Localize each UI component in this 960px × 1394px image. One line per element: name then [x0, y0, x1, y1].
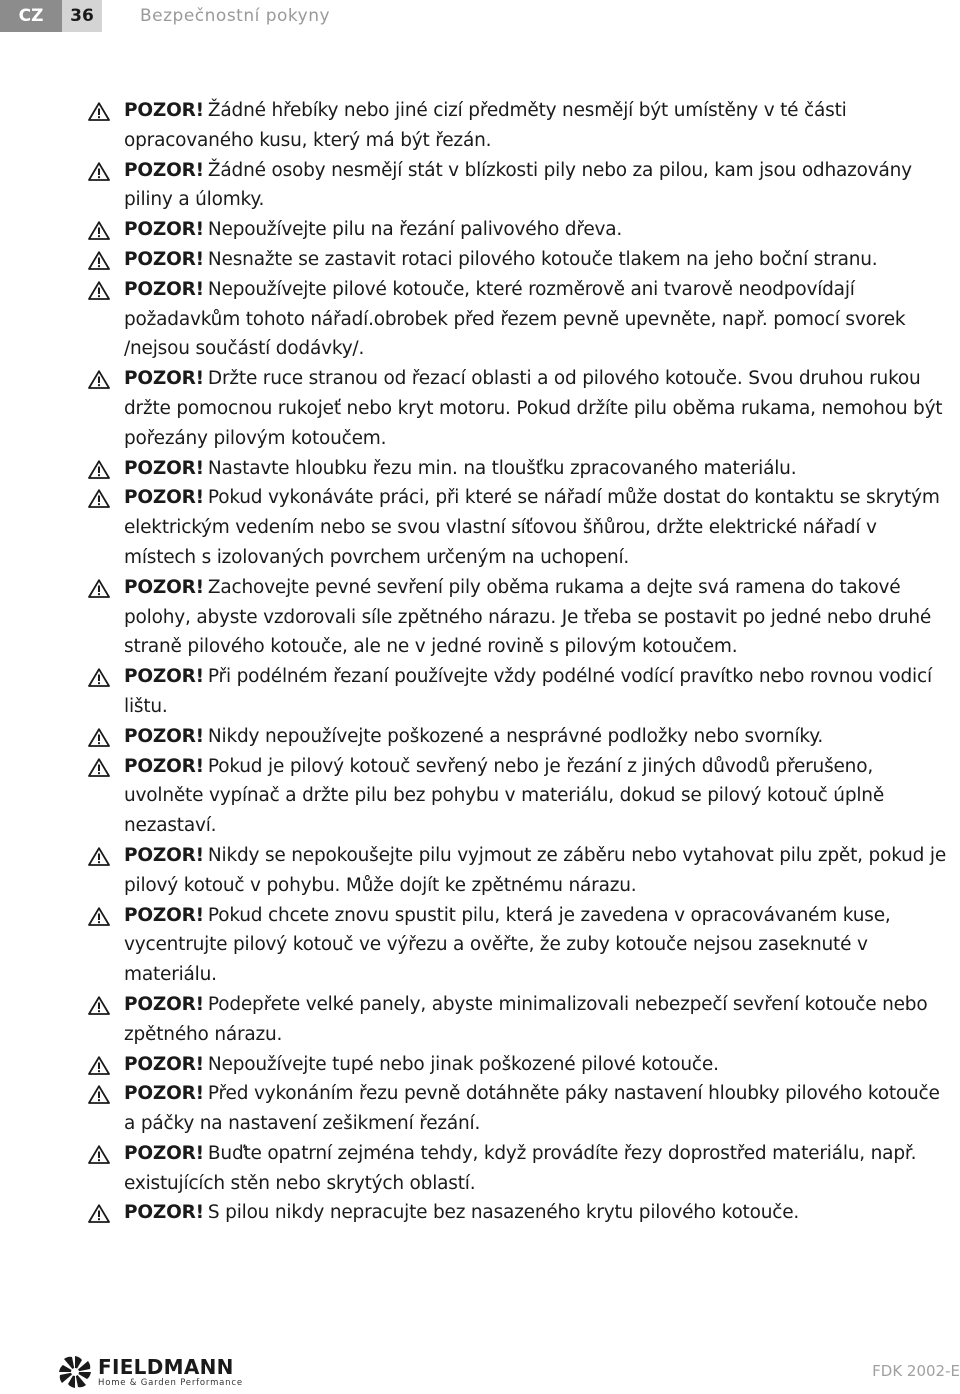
warning-item [88, 841, 950, 901]
warning-item [88, 483, 950, 572]
warning-item [88, 722, 950, 752]
warning-item [88, 275, 950, 364]
warning-item [88, 662, 950, 722]
warning-triangle-icon [88, 102, 110, 121]
warning-text: Nepoužívejte pilové kotouče, které rozměrově ani tvarově neodpovídají požadavkům tohoto nářadí.obrobek před řezem pevně upevněte, např. pomocí svorek /nejsou součástí dodávky/. [124, 278, 906, 360]
warning-text: Pokud vykonáváte práci, při které se nářadí může dostat do kontaktu se skrytým elektrickým vedením nebo se svou vlastní síťovou šňůrou, držte elektrické nářadí v místech s izolovaných povrchem určeným na uchopení. [124, 487, 940, 568]
warning-text: Držte ruce stranou od řezací oblasti a od pilového kotouče. Svou druhou rukou držte pomocnou rukojeť nebo kryt motoru. Pokud držíte pilu oběma rukama, nemohou být pořezány pilovým kotoučem. [124, 368, 943, 449]
page-footer [0, 1350, 960, 1394]
warning-triangle-icon [88, 1056, 110, 1075]
warning-text: Při podélném řezaní používejte vždy podélné vodící pravítko nebo rovnou vodicí lištu. [124, 666, 932, 717]
warning-item [88, 990, 950, 1050]
warning-keyword: POZOR! [124, 755, 204, 777]
warning-item [88, 752, 950, 841]
warning-text: Nesnažte se zastavit rotaci pilového kotouče tlakem na jeho boční stranu. [207, 248, 878, 270]
warning-keyword: POZOR! [124, 576, 204, 598]
warning-text: Nepoužívejte tupé nebo jinak poškozené pilové kotouče. [207, 1053, 719, 1075]
warning-item [88, 215, 950, 245]
warning-keyword: POZOR! [124, 1202, 204, 1224]
warning-keyword: POZOR! [124, 1053, 204, 1075]
warning-keyword: POZOR! [124, 248, 204, 270]
warning-triangle-icon [88, 847, 110, 866]
warning-keyword: POZOR! [124, 666, 204, 688]
warning-item [88, 1198, 950, 1228]
warning-item [88, 96, 950, 156]
warning-text: S pilou nikdy nepracujte bez nasazeného krytu pilového kotouče. [207, 1202, 800, 1224]
warning-item [88, 1139, 950, 1199]
brand-logo [56, 1353, 243, 1391]
section-title: Bezpečnostní pokyny [140, 6, 331, 26]
warning-triangle-icon [88, 251, 110, 270]
warning-triangle-icon [88, 489, 110, 508]
warning-triangle-icon [88, 460, 110, 479]
warnings-list [88, 96, 950, 1228]
warning-triangle-icon [88, 579, 110, 598]
warning-triangle-icon [88, 1204, 110, 1223]
warning-keyword: POZOR! [124, 725, 204, 747]
warning-triangle-icon [88, 996, 110, 1015]
warning-keyword: POZOR! [124, 904, 204, 926]
page-header [0, 0, 960, 32]
warning-keyword: POZOR! [124, 844, 204, 866]
warning-keyword: POZOR! [124, 993, 204, 1015]
warning-triangle-icon [88, 728, 110, 747]
warning-text: Nastavte hloubku řezu min. na tloušťku zpracovaného materiálu. [207, 457, 797, 479]
brand-tagline: Home & Garden Performance [98, 1377, 243, 1388]
warning-keyword: POZOR! [124, 487, 204, 509]
warning-text: Žádné hřebíky nebo jiné cizí předměty nesmějí být umístěny v té části opracovaného kusu, který má být řezán. [124, 100, 847, 151]
warning-text: Podepřete velké panely, abyste minimalizovali nebezpečí sevření kotouče nebo zpětného nárazu. [124, 993, 928, 1045]
warning-triangle-icon [88, 1145, 110, 1164]
warning-text: Pokud je pilový kotouč sevřený nebo je řezání z jiných důvodů přerušeno, uvolněte vypínač a držte pilu bez pohybu v materiálu, dokud se pilový kotouč úplně nezastaví. [124, 755, 885, 837]
warning-keyword: POZOR! [124, 278, 204, 300]
warning-item [88, 573, 950, 662]
warning-triangle-icon [88, 1085, 110, 1104]
warning-text: Nepoužívejte pilu na řezání palivového dřeva. [207, 219, 623, 241]
warning-keyword: POZOR! [124, 1083, 204, 1105]
warning-item [88, 901, 950, 990]
warning-text: Buďte opatrní zejména tehdy, když provádíte řezy doprostřed materiálu, např. existujících stěn nebo skrytých oblastí. [124, 1142, 917, 1194]
warning-text: Nikdy se nepokoušejte pilu vyjmout ze záběru nebo vytahovat pilu zpět, pokud je pilový kotouč v pohybu. Může dojít ke zpětnému nárazu. [124, 844, 947, 896]
warning-text: Před vykonáním řezu pevně dotáhněte páky nastavení hloubky pilového kotouče a páčky na nastavení zešikmení řezání. [124, 1083, 940, 1135]
warning-keyword: POZOR! [124, 219, 204, 241]
warning-text: Zachovejte pevné sevření pily oběma rukama a dejte svá ramena do takové polohy, abyste vzdorovali síle zpětného nárazu. Je třeba se postavit po jedné nebo druhé straně pilového kotouče, ale ne v jedné rovině s pilovým kotoučem. [124, 576, 932, 658]
warning-text: Žádné osoby nesmějí stát v blízkosti pily nebo za pilou, kam jsou odhazovány piliny a úlomky. [124, 159, 912, 211]
warning-triangle-icon [88, 162, 110, 181]
warning-keyword: POZOR! [124, 457, 204, 479]
language-code: CZ [0, 0, 62, 32]
warning-triangle-icon [88, 758, 110, 777]
warning-item [88, 454, 950, 484]
warning-keyword: POZOR! [124, 368, 204, 390]
warning-item [88, 1079, 950, 1139]
warning-text: Pokud chcete znovu spustit pilu, která je zavedena v opracovávaném kuse, vycentrujte pilový kotouč ve výřezu a ověřte, že zuby kotouče nejsou zaseknuté v materiálu. [124, 904, 891, 986]
page-number: 36 [62, 0, 102, 32]
warning-triangle-icon [88, 668, 110, 687]
warning-triangle-icon [88, 221, 110, 240]
warning-triangle-icon [88, 281, 110, 300]
model-number: FDK 2002-E [872, 1362, 960, 1380]
fieldmann-logo-icon [56, 1353, 94, 1391]
warning-triangle-icon [88, 907, 110, 926]
warning-item [88, 1050, 950, 1080]
brand-name: FIELDMANN [98, 1354, 234, 1379]
warning-keyword: POZOR! [124, 1142, 204, 1164]
warning-text: Nikdy nepoužívejte poškozené a nesprávné podložky nebo svorníky. [207, 725, 824, 747]
warning-item [88, 364, 950, 453]
warning-keyword: POZOR! [124, 100, 204, 121]
warning-item [88, 156, 950, 216]
warning-triangle-icon [88, 370, 110, 389]
warning-item [88, 245, 950, 275]
warning-keyword: POZOR! [124, 159, 204, 181]
